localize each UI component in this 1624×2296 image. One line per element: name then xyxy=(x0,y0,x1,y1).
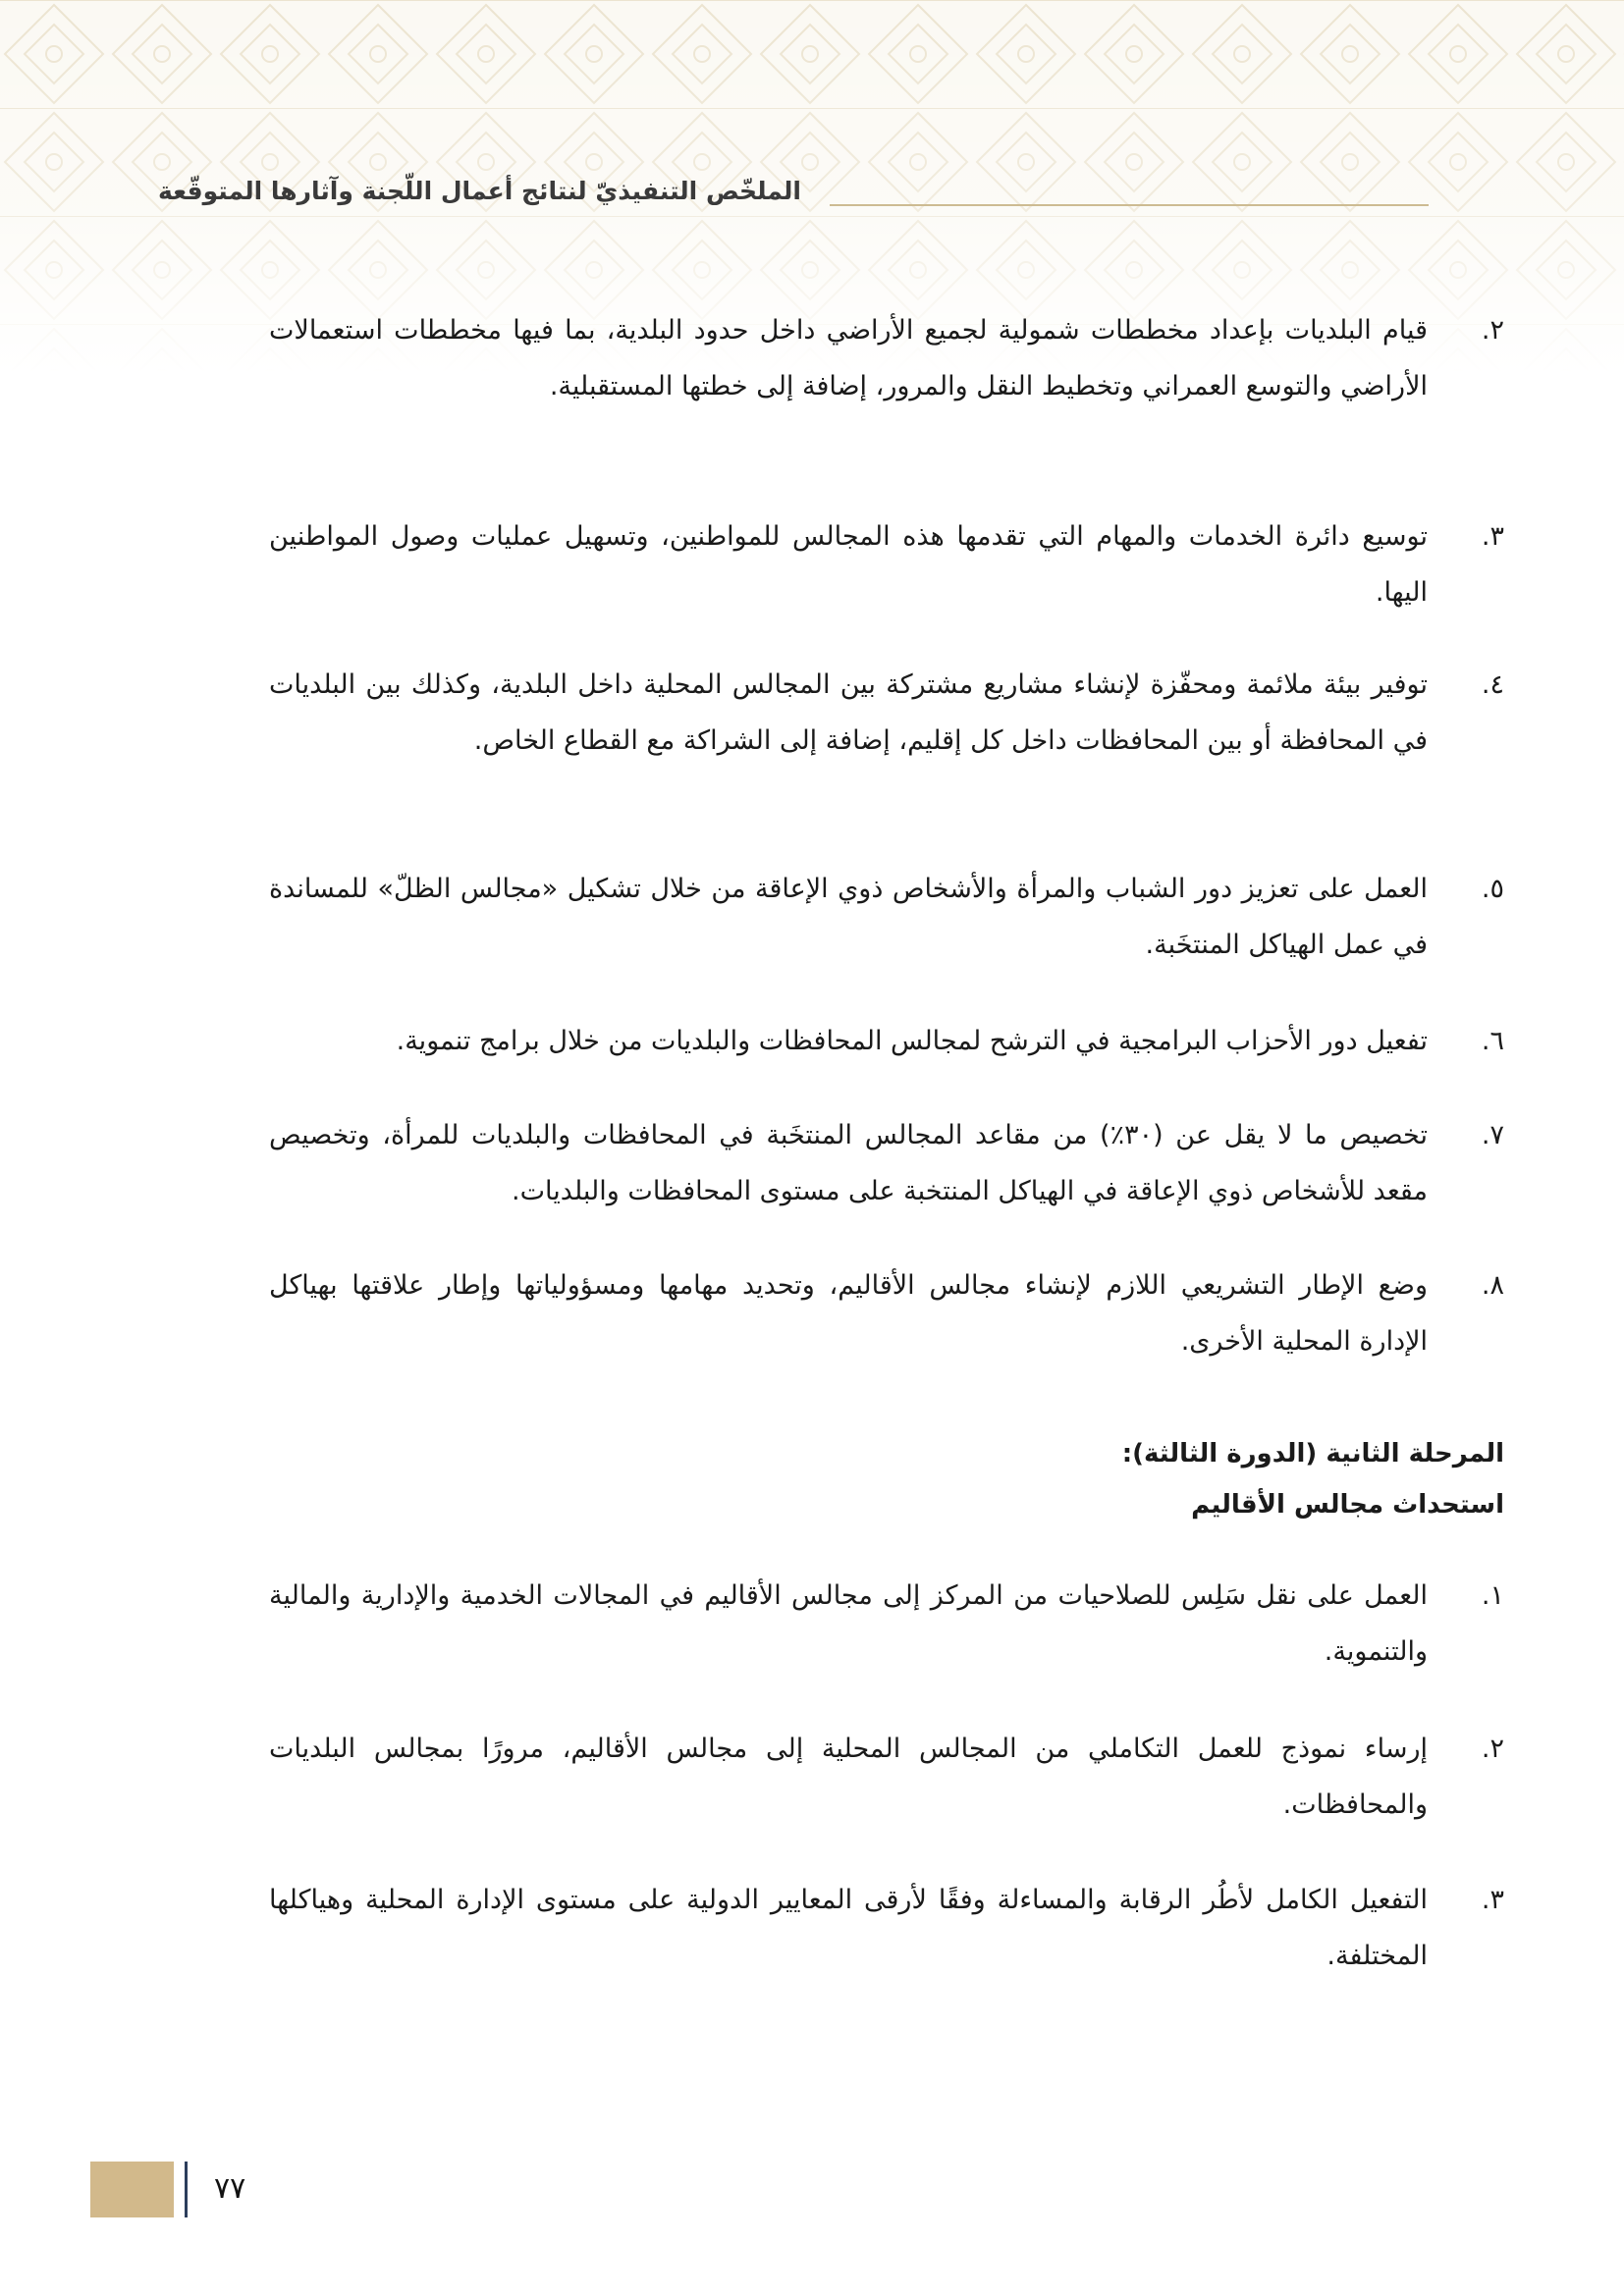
section-heading xyxy=(1122,1428,1504,1530)
item-number: ٦. xyxy=(1481,1026,1504,1056)
list-item xyxy=(269,861,1504,973)
item-number: ٧. xyxy=(1481,1120,1504,1150)
item-text: قيام البلديات بإعداد مخططات شمولية لجميع الأراضي داخل حدود البلدية، بما فيها مخططات استعمالات الأراضي والتوسع العمراني وتخطيط النقل والمرور، إضافة إلى خطتها المستقبلية. xyxy=(269,315,1428,401)
running-header-title: الملخّص التنفيذيّ لنتائج أعمال اللّجنة وآثارها المتوقّعة xyxy=(157,177,801,205)
list-item xyxy=(269,508,1504,620)
item-number: ٣. xyxy=(1481,521,1504,552)
item-text: العمل على نقل سَلِس للصلاحيات من المركز إلى مجالس الأقاليم في المجالات الخدمية والإدارية والمالية والتنموية. xyxy=(269,1580,1428,1667)
list-item xyxy=(269,657,1504,769)
page-number: ٧٧ xyxy=(214,2171,246,2206)
header-divider xyxy=(830,204,1429,206)
item-number: ١. xyxy=(1481,1580,1504,1611)
footer-divider xyxy=(185,2162,188,2217)
item-text: إرساء نموذج للعمل التكاملي من المجالس المحلية إلى مجالس الأقاليم، مرورًا بمجالس البلديات والمحافظات. xyxy=(269,1734,1428,1820)
item-text: توسيع دائرة الخدمات والمهام التي تقدمها هذه المجالس للمواطنين، وتسهيل عمليات وصول المواطنين اليها. xyxy=(269,521,1428,608)
list-item xyxy=(269,1872,1504,1984)
item-text: توفير بيئة ملائمة ومحفّزة لإنشاء مشاريع مشتركة بين المجالس المحلية داخل البلدية، وكذلك بين البلديات في المحافظة أو بين المحافظات داخل كل إقليم، إضافة إلى الشراكة مع القطاع الخاص. xyxy=(269,669,1428,756)
phase-title: المرحلة الثانية (الدورة الثالثة): xyxy=(1121,1439,1504,1468)
item-number: ٢. xyxy=(1481,315,1504,346)
item-text: التفعيل الكامل لأطُر الرقابة والمساءلة وفقًا لأرقى المعايير الدولية على مستوى الإدارة المحلية وهياكلها المختلفة. xyxy=(269,1885,1428,1971)
item-number: ٨. xyxy=(1481,1270,1504,1301)
item-number: ٣. xyxy=(1481,1885,1504,1915)
item-number: ٤. xyxy=(1481,669,1504,700)
list-item xyxy=(269,1257,1504,1369)
phase-subtitle: استحداث مجالس الأقاليم xyxy=(1191,1490,1504,1520)
list-item xyxy=(269,1568,1504,1680)
list-item xyxy=(269,1721,1504,1833)
item-text: تفعيل دور الأحزاب البرامجية في الترشح لمجالس المحافظات والبلديات من خلال برامج تنموية. xyxy=(396,1026,1428,1056)
list-item xyxy=(269,1107,1504,1219)
item-number: ٥. xyxy=(1481,874,1504,904)
item-text: العمل على تعزيز دور الشباب والمرأة والأشخاص ذوي الإعاقة من خلال تشكيل «مجالس الظلّ» للمساندة في عمل الهياكل المنتخَبة. xyxy=(269,874,1428,960)
footer-gold-block xyxy=(90,2162,174,2217)
list-item xyxy=(269,302,1504,414)
item-number: ٢. xyxy=(1481,1734,1504,1764)
item-text: وضع الإطار التشريعي اللازم لإنشاء مجالس الأقاليم، وتحديد مهامها ومسؤولياتها وإطار علاقتها بهياكل الإدارة المحلية الأخرى. xyxy=(269,1270,1428,1357)
list-item xyxy=(269,1013,1504,1069)
item-text: تخصيص ما لا يقل عن (٣٠٪) من مقاعد المجالس المنتخَبة في المحافظات والبلديات للمرأة، وتخصيص مقعد للأشخاص ذوي الإعاقة في الهياكل المنتخبة على مستوى المحافظات والبلديات. xyxy=(269,1120,1428,1206)
